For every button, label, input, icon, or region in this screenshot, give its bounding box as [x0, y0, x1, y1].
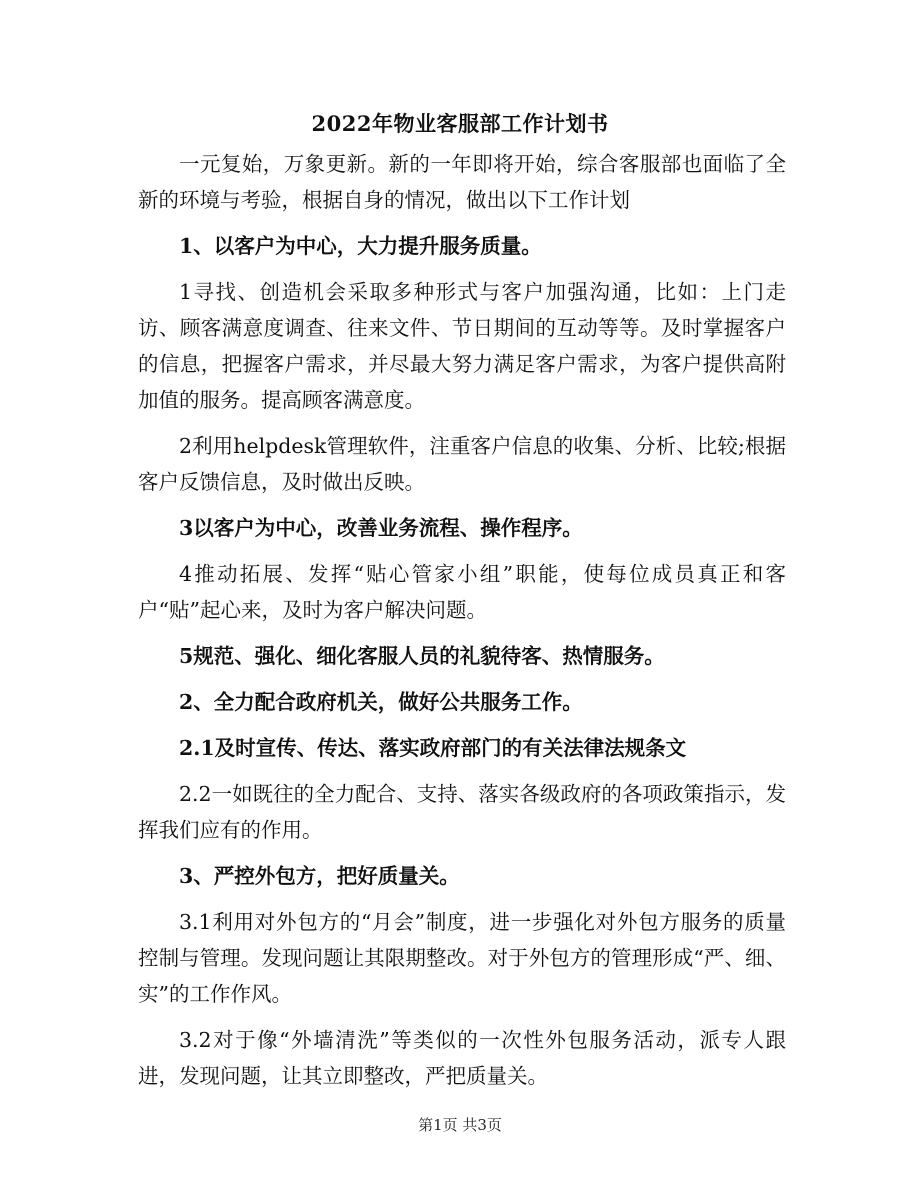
document-body	[138, 146, 786, 1102]
paragraph-1-1: 1寻找、创造机会采取多种形式与客户加强沟通，比如：上门走访、顾客满意度调查、往来文件、节日期间的互动等等。及时掌握客户的信息，把握客户需求，并尽最大努力满足客户需求，为客户提供高附加值的服务。提高顾客满意度。	[138, 280, 786, 412]
paragraph-1-2: 2利用helpdesk管理软件，注重客户信息的收集、分析、比较;根据客户反馈信息，及时做出反映。	[138, 434, 786, 494]
document-title: 2022年物业客服部工作计划书	[311, 111, 609, 136]
paragraph-1-5: 5规范、强化、细化客服人员的礼貌待客、热情服务。	[179, 644, 665, 668]
heading-section-2: 2、全力配合政府机关，做好公共服务工作。	[179, 690, 583, 714]
paragraph-2-1: 2.1及时宣传、传达、落实政府部门的有关法律法规条文	[179, 736, 687, 760]
page-number: 第1页 共3页	[418, 1116, 502, 1134]
paragraph-intro: 一元复始，万象更新。新的一年即将开始，综合客服部也面临了全新的环境与考验，根据自身的情况，做出以下工作计划	[138, 152, 786, 212]
paragraph-1-4: 4推动拓展、发挥“贴心管家小组”职能，使每位成员真正和客户“贴”起心来，及时为客户解决问题。	[138, 562, 786, 622]
paragraph-3-2: 3.2对于像“外墙清洗”等类似的一次性外包服务活动，派专人跟进，发现问题，让其立即整改，严把质量关。	[138, 1028, 786, 1088]
paragraph-3-1: 3.1利用对外包方的“月会”制度，进一步强化对外包方服务的质量控制与管理。发现问题让其限期整改。对于外包方的管理形成“严、细、实”的工作作风。	[138, 910, 786, 1006]
paragraph-1-3: 3以客户为中心，改善业务流程、操作程序。	[179, 516, 583, 540]
heading-section-3: 3、严控外包方，把好质量关。	[179, 864, 460, 888]
paragraph-2-2: 2.2一如既往的全力配合、支持、落实各级政府的各项政策指示，发挥我们应有的作用。	[138, 782, 786, 842]
heading-section-1: 1、以客户为中心，大力提升服务质量。	[179, 234, 542, 258]
